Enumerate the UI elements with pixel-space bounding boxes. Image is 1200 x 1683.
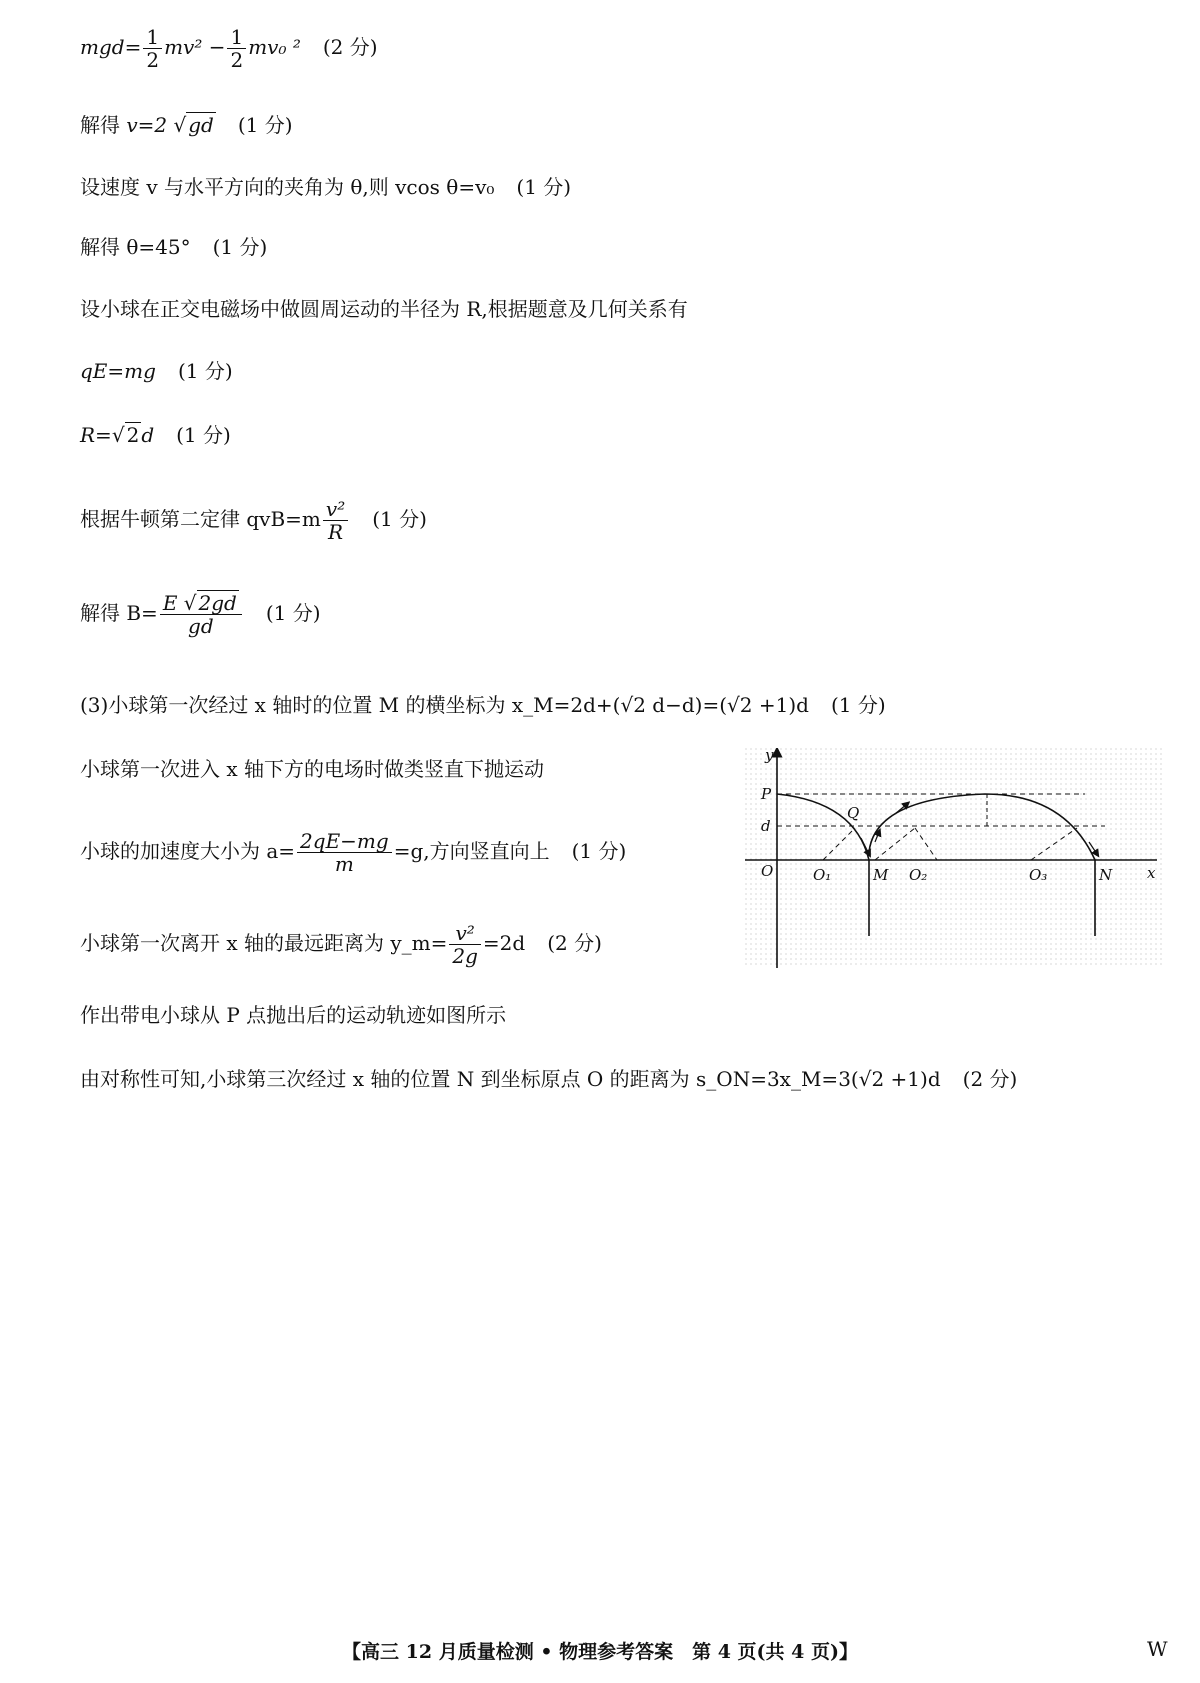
label-O3: O₃ bbox=[1029, 866, 1048, 884]
text-trajectory: 作出带电小球从 P 点抛出后的运动轨迹如图所示 bbox=[80, 1003, 507, 1027]
eq-text: mv₀ ² bbox=[248, 35, 301, 59]
equation-acceleration: 小球的加速度大小为 a= $\frac{2qE-mg}{m}$ =g,方向竖直向上 (1 分) bbox=[80, 829, 627, 876]
label-x: x bbox=[1147, 864, 1156, 882]
score: (1 分) bbox=[177, 359, 233, 383]
score: (1 分) bbox=[516, 175, 572, 199]
radicand: 2 bbox=[126, 423, 140, 447]
eq-text: mgd= bbox=[80, 35, 142, 59]
label-d: d bbox=[761, 817, 771, 835]
background-hatch bbox=[745, 748, 1165, 968]
text-projectile: 小球第一次进入 x 轴下方的电场时做类竖直下抛运动 bbox=[80, 757, 544, 781]
fraction: $\frac{1}{2}$ bbox=[143, 26, 162, 71]
equation-B: 解得 B= $\frac{E √ 2gd}{gd}$ (1 分) bbox=[80, 591, 321, 638]
page-footer: 【高三 12 月质量检测 • 物理参考答案 第 4 页(共 4 页)】 bbox=[342, 1641, 858, 1663]
fraction: $\frac{1}{2}$ bbox=[227, 26, 246, 71]
trajectory-diagram bbox=[745, 748, 1165, 968]
score: (1 分) bbox=[830, 693, 886, 717]
text-angle: 设速度 v 与水平方向的夹角为 θ,则 vcos θ=v₀ (1 分) bbox=[80, 175, 572, 199]
label-O2: O₂ bbox=[909, 866, 928, 884]
equation-max-distance: 小球第一次离开 x 轴的最远距离为 y_m= $\frac{\text{v²}}{2g}$ =2d (2 分) bbox=[80, 921, 602, 968]
eq-text: 解得 bbox=[80, 113, 127, 137]
score: (2 分) bbox=[322, 35, 378, 59]
label-Q: Q bbox=[847, 804, 860, 822]
text-position-N: 由对称性可知,小球第三次经过 x 轴的位置 N 到坐标原点 O 的距离为 s_ON=3x_M=3(√2 +1)d (2 分) bbox=[80, 1067, 1018, 1091]
label-y: y bbox=[765, 748, 774, 764]
score: (1 分) bbox=[265, 601, 321, 625]
score: (1 分) bbox=[372, 507, 427, 531]
score: (1 分) bbox=[176, 423, 231, 447]
corner-mark: W bbox=[1147, 1637, 1168, 1661]
eq-text: mv² − bbox=[164, 35, 226, 59]
label-O1: O₁ bbox=[813, 866, 832, 884]
fraction: $\frac{E √ 2gd}{gd}$ bbox=[160, 592, 242, 637]
label-P: P bbox=[761, 785, 772, 803]
equation-energy bbox=[80, 26, 378, 71]
eq-text: v=2 bbox=[126, 113, 168, 137]
text-position-M: (3)小球第一次经过 x 轴时的位置 M 的横坐标为 x_M=2d+(√2 d−d)=(√2 +1)d (1 分) bbox=[80, 693, 886, 717]
fraction: $\frac{2qE-mg}{m}$ bbox=[297, 830, 392, 875]
score: (1 分) bbox=[571, 839, 627, 863]
text-radius-intro: 设小球在正交电磁场中做圆周运动的半径为 R,根据题意及几何关系有 bbox=[80, 297, 688, 321]
text-angle-result: 解得 θ=45° (1 分) bbox=[80, 235, 268, 259]
equation-force-balance: qE=mg (1 分) bbox=[80, 359, 233, 383]
equation-radius: R=√ 2 d (1 分) bbox=[80, 423, 231, 447]
label-N: N bbox=[1099, 866, 1113, 884]
score: (1 分) bbox=[212, 235, 268, 259]
score: (2 分) bbox=[962, 1067, 1018, 1091]
fraction: $\frac{\text{v²}}{R}$ bbox=[323, 498, 348, 543]
label-M: M bbox=[873, 866, 889, 884]
score: (2 分) bbox=[547, 931, 602, 955]
fraction: $\frac{\text{v²}}{2g}$ bbox=[449, 922, 481, 967]
label-O: O bbox=[761, 862, 774, 880]
score: (1 分) bbox=[237, 113, 293, 137]
equation-newton: 根据牛顿第二定律 qvB=m $\frac{\text{v²}}{R}$ (1 分) bbox=[80, 497, 427, 544]
radicand: gd bbox=[188, 113, 214, 137]
equation-velocity: 解得 v=2 √ gd (1 分) bbox=[80, 113, 293, 137]
